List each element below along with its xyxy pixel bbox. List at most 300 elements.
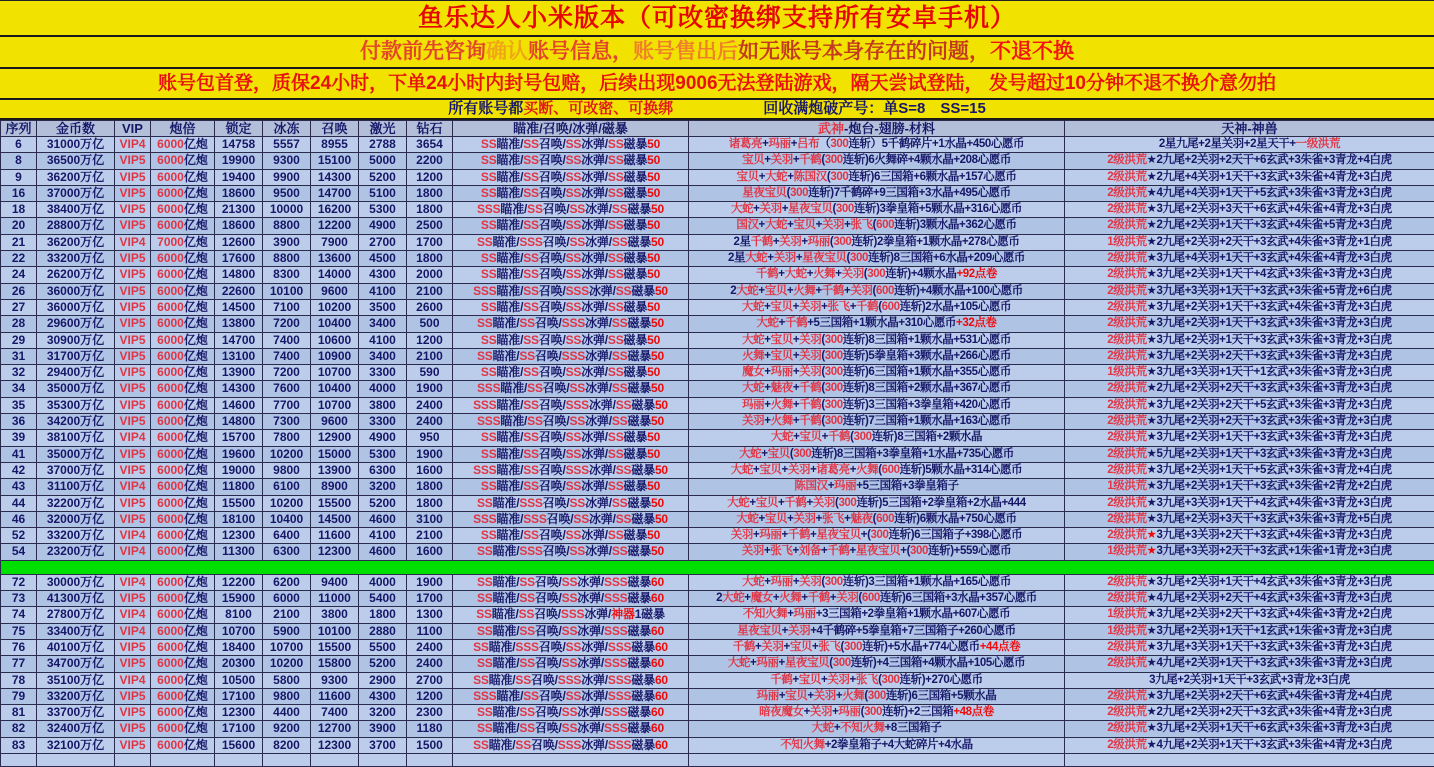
cell-cannon: 6000亿炮 — [151, 218, 215, 234]
cell-empty — [115, 753, 151, 766]
cell-ice: 8200 — [263, 737, 311, 753]
cell-diamond: 1600 — [407, 544, 453, 560]
cell-wu: 星夜宝贝(300连斩)7千鹤碎+9三国箱+3水晶+495心愿币 — [689, 185, 1065, 201]
cell-lock: 18600 — [215, 185, 263, 201]
cell-cannon: 6000亿炮 — [151, 202, 215, 218]
cell-seq: 21 — [1, 234, 37, 250]
cell-summon: 15500 — [311, 495, 359, 511]
cell-gold: 35000万亿 — [37, 446, 115, 462]
cell-seq: 52 — [1, 528, 37, 544]
cell-seq: 35 — [1, 397, 37, 413]
banner-payment-warning — [0, 37, 1434, 69]
cell-cannon: 6000亿炮 — [151, 511, 215, 527]
cell-wu: 宝贝+大蛇+陈国汉(300连斩)6三国箱+6颗水晶+157心愿币 — [689, 169, 1065, 185]
cell-tian: 2级洪荒★3九尾+2关羽+1天干+3玄武+3朱雀+3青龙+3白虎 — [1065, 430, 1434, 446]
column-header-laser: 激光 — [359, 121, 407, 137]
cell-diamond: 1800 — [407, 185, 453, 201]
cell-cannon: 6000亿炮 — [151, 267, 215, 283]
cell-summon: 12300 — [311, 544, 359, 560]
cell-wu: 大蛇+宝贝+关羽+张飞+千鹤(600连斩)2水晶+105心愿币 — [689, 299, 1065, 315]
cell-lock: 17100 — [215, 688, 263, 704]
cell-lock: 11800 — [215, 479, 263, 495]
cell-empty — [689, 753, 1065, 766]
cell-seq: 28 — [1, 316, 37, 332]
cell-ice: 6100 — [263, 479, 311, 495]
cell-vip: VIP5 — [115, 511, 151, 527]
cell-laser: 2700 — [359, 234, 407, 250]
cell-ice: 5800 — [263, 672, 311, 688]
cell-diamond: 590 — [407, 365, 453, 381]
table-row — [1, 737, 1434, 753]
table-row — [1, 721, 1434, 737]
cell-gold: 36200万亿 — [37, 169, 115, 185]
cell-tian: 1级洪荒★3九尾+2关羽+1天干+1玄武+1朱雀+3青龙+3白虎 — [1065, 623, 1434, 639]
cell-wu: 大蛇+玛丽+星夜宝贝(300连斩)+4三国箱+4颗水晶+105心愿币 — [689, 656, 1065, 672]
cell-skills: SSS瞄准/SS召唤/SS冰弹/SS磁暴50 — [453, 202, 689, 218]
cell-summon: 10900 — [311, 348, 359, 364]
cell-gold: 29400万亿 — [37, 365, 115, 381]
cell-laser: 5000 — [359, 153, 407, 169]
cell-diamond: 2100 — [407, 528, 453, 544]
cell-tian: 2级洪荒★3九尾+2关羽+1天干+6玄武+3朱雀+3青龙+3白虎 — [1065, 721, 1434, 737]
cell-diamond: 1600 — [407, 462, 453, 478]
cell-gold: 40100万亿 — [37, 639, 115, 655]
table-row — [1, 607, 1434, 623]
cell-laser: 5500 — [359, 639, 407, 655]
column-header-diamond: 钻石 — [407, 121, 453, 137]
cell-tian: 2级洪荒★3九尾+3关羽+1天干+4玄武+4朱雀+3青龙+3白虎 — [1065, 495, 1434, 511]
banner-title: 鱼乐达人小米版本（可改密换绑支持所有安卓手机） — [0, 1, 1434, 37]
cell-lock: 12300 — [215, 528, 263, 544]
cell-laser: 4100 — [359, 283, 407, 299]
cell-ice: 10200 — [263, 495, 311, 511]
cell-wu: 千鹤+宝贝+关羽+张飞(300连斩)+270心愿币 — [689, 672, 1065, 688]
cell-wu: 宝贝+关羽+千鹤(300连斩)6火舞碎+4颗水晶+208心愿币 — [689, 153, 1065, 169]
cell-ice: 3900 — [263, 234, 311, 250]
cell-summon: 3800 — [311, 607, 359, 623]
cell-gold: 32000万亿 — [37, 511, 115, 527]
cell-tian: 2级洪荒★3九尾+2关羽+1天干+3玄武+3朱雀+3青龙+3白虎 — [1065, 332, 1434, 348]
cell-cannon: 6000亿炮 — [151, 169, 215, 185]
cell-lock: 19000 — [215, 462, 263, 478]
cell-lock: 18100 — [215, 511, 263, 527]
promo-banner — [0, 0, 1434, 120]
cell-ice: 6300 — [263, 544, 311, 560]
cell-vip: VIP4 — [115, 430, 151, 446]
cell-lock: 19400 — [215, 169, 263, 185]
cell-ice: 7300 — [263, 414, 311, 430]
cell-wu: 玛丽+宝贝+关羽+火舞(300连斩)6三国箱+5颗水晶 — [689, 688, 1065, 704]
cell-vip: VIP5 — [115, 332, 151, 348]
cell-lock: 17100 — [215, 721, 263, 737]
cell-ice: 7100 — [263, 299, 311, 315]
table-row — [1, 137, 1434, 153]
cell-cannon: 6000亿炮 — [151, 656, 215, 672]
table-row — [1, 705, 1434, 721]
banner-segment: 不退不换 — [990, 40, 1074, 63]
cell-vip: VIP5 — [115, 721, 151, 737]
banner-segment: 所有账号都 — [448, 100, 523, 117]
cell-lock: 12600 — [215, 234, 263, 250]
cell-lock: 13800 — [215, 316, 263, 332]
banner-segment: 付款前 — [360, 40, 423, 63]
table-row — [1, 234, 1434, 250]
cell-summon: 12200 — [311, 218, 359, 234]
cell-ice: 10200 — [263, 446, 311, 462]
cell-gold: 37000万亿 — [37, 185, 115, 201]
cell-cannon: 6000亿炮 — [151, 607, 215, 623]
cell-laser: 5300 — [359, 202, 407, 218]
cell-summon: 15100 — [311, 153, 359, 169]
cell-gold: 33700万亿 — [37, 705, 115, 721]
cell-wu: 关羽+火舞+千鹤(300连斩)7三国箱+1颗水晶+163心愿币 — [689, 414, 1065, 430]
cell-tian: 2级洪荒★2九尾+2关羽+2天干+3玄武+3朱雀+4青龙+3白虎 — [1065, 705, 1434, 721]
cell-cannon: 6000亿炮 — [151, 721, 215, 737]
cell-vip: VIP5 — [115, 705, 151, 721]
column-header-summon: 召唤 — [311, 121, 359, 137]
column-header-lock: 锁定 — [215, 121, 263, 137]
cell-skills: SSS瞄准/SS召唤/SSS冰弹/SS磁暴50 — [453, 462, 689, 478]
cell-laser: 4900 — [359, 218, 407, 234]
cell-laser: 3700 — [359, 737, 407, 753]
cell-ice: 7200 — [263, 316, 311, 332]
cell-gold: 34700万亿 — [37, 656, 115, 672]
cell-diamond: 2400 — [407, 656, 453, 672]
cell-wu: 玛丽+火舞+千鹤(300连斩)3三国箱+3拳皇箱+420心愿币 — [689, 397, 1065, 413]
cell-cannon: 6000亿炮 — [151, 185, 215, 201]
cell-summon: 11600 — [311, 528, 359, 544]
cell-diamond: 3654 — [407, 137, 453, 153]
cell-tian: 3九尾+2关羽+1天干+3玄武+3青龙+3白虎 — [1065, 672, 1434, 688]
table-row — [1, 656, 1434, 672]
cell-tian: 2级洪荒★2九尾+2关羽+1天干+3玄武+4朱雀+5青龙+3白虎 — [1065, 218, 1434, 234]
cell-seq: 8 — [1, 153, 37, 169]
cell-summon: 9600 — [311, 414, 359, 430]
cell-summon: 11000 — [311, 591, 359, 607]
banner-segment: 买断、可改密、可换绑 — [523, 100, 673, 117]
table-row — [1, 185, 1434, 201]
cell-diamond: 2100 — [407, 283, 453, 299]
column-header-gold: 金币数 — [37, 121, 115, 137]
cell-lock: 15600 — [215, 737, 263, 753]
cell-tian: 2级洪荒★3九尾+2关羽+1天干+5玄武+3朱雀+3青龙+4白虎 — [1065, 462, 1434, 478]
cell-vip: VIP5 — [115, 316, 151, 332]
cell-ice: 4400 — [263, 705, 311, 721]
cell-ice: 5900 — [263, 623, 311, 639]
cell-tian: 2级洪荒★3九尾+2关羽+2天干+5玄武+3朱雀+3青龙+3白虎 — [1065, 397, 1434, 413]
cell-seq: 43 — [1, 479, 37, 495]
cell-vip: VIP5 — [115, 299, 151, 315]
cell-tian: 2级洪荒★3九尾+3关羽+2天干+3玄武+4朱雀+3青龙+3白虎 — [1065, 528, 1434, 544]
cell-summon: 7900 — [311, 234, 359, 250]
cell-gold: 36000万亿 — [37, 299, 115, 315]
cell-ice: 6200 — [263, 574, 311, 590]
cell-empty — [37, 753, 115, 766]
cell-gold: 31100万亿 — [37, 479, 115, 495]
cell-seq: 42 — [1, 462, 37, 478]
cell-diamond: 1800 — [407, 479, 453, 495]
cell-laser: 4300 — [359, 688, 407, 704]
column-header-vip: VIP — [115, 121, 151, 137]
cell-gold: 32200万亿 — [37, 495, 115, 511]
cell-diamond: 2300 — [407, 705, 453, 721]
cell-tian: 2级洪荒★3九尾+3关羽+1天干+3玄武+3朱雀+5青龙+6白虎 — [1065, 283, 1434, 299]
cell-summon: 15800 — [311, 656, 359, 672]
cell-laser: 3800 — [359, 397, 407, 413]
cell-cannon: 6000亿炮 — [151, 705, 215, 721]
cell-laser: 5100 — [359, 185, 407, 201]
cell-cannon: 6000亿炮 — [151, 623, 215, 639]
cell-vip: VIP5 — [115, 251, 151, 267]
cell-gold: 30900万亿 — [37, 332, 115, 348]
cell-tian: 2级洪荒★3九尾+2关羽+3天干+3玄武+3朱雀+3青龙+5白虎 — [1065, 511, 1434, 527]
cell-laser: 1800 — [359, 607, 407, 623]
cell-vip: VIP5 — [115, 462, 151, 478]
cell-gold: 23200万亿 — [37, 544, 115, 560]
cell-gold: 36500万亿 — [37, 153, 115, 169]
cell-laser: 3200 — [359, 705, 407, 721]
cell-wu: 大蛇+宝贝+千鹤+关羽(300连斩)5三国箱+2拳皇箱+2水晶+444 — [689, 495, 1065, 511]
cell-vip: VIP5 — [115, 185, 151, 201]
cell-gold: 41300万亿 — [37, 591, 115, 607]
table-row — [1, 688, 1434, 704]
cell-cannon: 6000亿炮 — [151, 479, 215, 495]
cell-lock: 18400 — [215, 639, 263, 655]
cell-gold: 29600万亿 — [37, 316, 115, 332]
cell-cannon: 6000亿炮 — [151, 639, 215, 655]
cell-seq: 27 — [1, 299, 37, 315]
table-row — [1, 267, 1434, 283]
cell-gold: 36200万亿 — [37, 234, 115, 250]
cell-ice: 10200 — [263, 656, 311, 672]
cell-vip: VIP5 — [115, 397, 151, 413]
cell-seq: 18 — [1, 202, 37, 218]
cell-diamond: 2200 — [407, 153, 453, 169]
cell-diamond: 2500 — [407, 218, 453, 234]
cell-cannon: 6000亿炮 — [151, 574, 215, 590]
cell-laser: 3200 — [359, 479, 407, 495]
cell-vip: VIP5 — [115, 414, 151, 430]
cell-lock: 14800 — [215, 267, 263, 283]
cell-skills: SS瞄准/SSS召唤/SS冰弹/SS磁暴50 — [453, 234, 689, 250]
cell-lock: 15700 — [215, 430, 263, 446]
cell-skills: SS瞄准/SS召唤/SS冰弹/SS磁暴50 — [453, 218, 689, 234]
cell-tian: 2级洪荒★2九尾+2关羽+2天干+3玄武+3朱雀+3青龙+3白虎 — [1065, 381, 1434, 397]
cell-ice: 9900 — [263, 169, 311, 185]
cell-skills: SS瞄准/SS召唤/SS冰弹/SS磁暴50 — [453, 137, 689, 153]
cell-ice: 10100 — [263, 283, 311, 299]
cell-laser: 2880 — [359, 623, 407, 639]
cell-laser: 3400 — [359, 348, 407, 364]
cell-summon: 13600 — [311, 251, 359, 267]
cell-wu: 火舞+宝贝+关羽(300连斩)5拳皇箱+3颗水晶+266心愿币 — [689, 348, 1065, 364]
cell-diamond: 2600 — [407, 299, 453, 315]
cell-gold: 26200万亿 — [37, 267, 115, 283]
table-row — [1, 430, 1434, 446]
cell-gold: 27800万亿 — [37, 607, 115, 623]
cell-laser: 6300 — [359, 462, 407, 478]
cell-cannon: 6000亿炮 — [151, 348, 215, 364]
banner-segment: 账号信息， — [528, 40, 633, 63]
cell-seq: 29 — [1, 332, 37, 348]
column-header-wu: 武神-炮台-翅膀-材料 — [689, 121, 1065, 137]
cell-skills: SSS瞄准/SS召唤/SSS冰弹/SS磁暴50 — [453, 283, 689, 299]
cell-vip: VIP4 — [115, 528, 151, 544]
cell-lock: 10700 — [215, 623, 263, 639]
cell-ice: 2100 — [263, 607, 311, 623]
cell-ice: 10000 — [263, 202, 311, 218]
cell-seq: 78 — [1, 672, 37, 688]
cell-cannon: 6000亿炮 — [151, 332, 215, 348]
cell-ice: 7600 — [263, 381, 311, 397]
cell-laser: 2900 — [359, 672, 407, 688]
cell-wu: 2大蛇+魔女+火舞+千鹤+关羽(600连斩)6三国箱+3水晶+357心愿币 — [689, 591, 1065, 607]
cell-tian: 1级洪荒★3九尾+2关羽+1天干+3玄武+3朱雀+2青龙+2白虎 — [1065, 479, 1434, 495]
cell-wu: 星夜宝贝+关羽+4千鹤碎+5拳皇箱+7三国箱子+260心愿币 — [689, 623, 1065, 639]
cell-cannon: 6000亿炮 — [151, 381, 215, 397]
cell-tian: 2级洪荒★3九尾+2关羽+3天干+6玄武+4朱雀+4青龙+3白虎 — [1065, 202, 1434, 218]
cell-diamond: 1700 — [407, 591, 453, 607]
cell-vip: VIP4 — [115, 234, 151, 250]
cell-gold: 37000万亿 — [37, 462, 115, 478]
cell-seq: 79 — [1, 688, 37, 704]
cell-gold: 32400万亿 — [37, 721, 115, 737]
cell-diamond: 1700 — [407, 234, 453, 250]
cell-vip: VIP4 — [115, 479, 151, 495]
cell-laser: 3900 — [359, 721, 407, 737]
banner-segment: 确认 — [486, 40, 528, 63]
cell-laser: 4900 — [359, 430, 407, 446]
cell-empty — [215, 753, 263, 766]
cell-gold: 31700万亿 — [37, 348, 115, 364]
column-header-ice: 冰冻 — [263, 121, 311, 137]
table-row — [1, 511, 1434, 527]
cell-tian: 2级洪荒★3九尾+2关羽+2天干+3玄武+3朱雀+3青龙+3白虎 — [1065, 348, 1434, 364]
cell-ice: 6400 — [263, 528, 311, 544]
cell-laser: 4000 — [359, 381, 407, 397]
cell-diamond: 1900 — [407, 381, 453, 397]
cell-diamond: 1800 — [407, 251, 453, 267]
cell-laser: 5400 — [359, 591, 407, 607]
cell-skills: SSS瞄准/SSS召唤/SS冰弹/SS磁暴50 — [453, 511, 689, 527]
banner-segment: 账号售出后 — [633, 40, 738, 63]
cell-seq: 31 — [1, 348, 37, 364]
cell-diamond: 1900 — [407, 574, 453, 590]
cell-laser: 4000 — [359, 574, 407, 590]
cell-vip: VIP5 — [115, 283, 151, 299]
cell-gold: 35100万亿 — [37, 672, 115, 688]
cell-summon: 10400 — [311, 381, 359, 397]
cell-seq: 6 — [1, 137, 37, 153]
cell-vip: VIP5 — [115, 267, 151, 283]
cell-ice: 7700 — [263, 397, 311, 413]
cell-seq: 22 — [1, 251, 37, 267]
cell-empty — [359, 753, 407, 766]
cell-laser: 3300 — [359, 414, 407, 430]
cell-cannon: 6000亿炮 — [151, 365, 215, 381]
cell-lock: 18600 — [215, 218, 263, 234]
cell-wu: 魔女+玛丽+关羽(300连斩)6三国箱+1颗水晶+355心愿币 — [689, 365, 1065, 381]
table-row — [1, 623, 1434, 639]
cell-tian: 1级洪荒★3九尾+3关羽+1天干+1玄武+3朱雀+3青龙+3白虎 — [1065, 365, 1434, 381]
table-row — [1, 381, 1434, 397]
cell-lock: 8100 — [215, 607, 263, 623]
cell-cannon: 6000亿炮 — [151, 462, 215, 478]
cell-cannon: 6000亿炮 — [151, 495, 215, 511]
cell-cannon: 6000亿炮 — [151, 397, 215, 413]
cell-tian: 2星九尾+2星关羽+2星天干+一级洪荒 — [1065, 137, 1434, 153]
cell-summon: 8900 — [311, 479, 359, 495]
cell-tian: 2级洪荒★3九尾+2关羽+1天干+4玄武+3朱雀+3青龙+3白虎 — [1065, 574, 1434, 590]
cell-summon: 7400 — [311, 705, 359, 721]
cell-wu: 大蛇+魅夜+千鹤(300连斩)8三国箱+2颗水晶+367心愿币 — [689, 381, 1065, 397]
cell-cannon: 6000亿炮 — [151, 688, 215, 704]
cell-diamond: 950 — [407, 430, 453, 446]
cell-skills: SS瞄准/SS召唤/SS冰弹/SS磁暴50 — [453, 446, 689, 462]
cell-summon: 10600 — [311, 332, 359, 348]
cell-tian: 1级洪荒★3九尾+2关羽+2天干+3玄武+4朱雀+3青龙+2白虎 — [1065, 607, 1434, 623]
cell-tian: 2级洪荒★3九尾+3关羽+1天干+3玄武+3朱雀+3青龙+3白虎 — [1065, 639, 1434, 655]
cell-vip: VIP5 — [115, 218, 151, 234]
table-row — [1, 299, 1434, 315]
cell-gold: 38400万亿 — [37, 202, 115, 218]
cell-skills: SS瞄准/SS召唤/SS冰弹/SSS磁暴60 — [453, 656, 689, 672]
cell-skills: SS瞄准/SSS召唤/SS冰弹/SS磁暴50 — [453, 544, 689, 560]
cell-gold: 34200万亿 — [37, 414, 115, 430]
cell-laser: 5200 — [359, 169, 407, 185]
cell-diamond: 2400 — [407, 639, 453, 655]
cell-empty — [1065, 753, 1434, 766]
cell-cannon: 6000亿炮 — [151, 737, 215, 753]
table-row — [1, 202, 1434, 218]
cell-ice: 7800 — [263, 430, 311, 446]
cell-lock: 14500 — [215, 299, 263, 315]
cell-vip: VIP4 — [115, 623, 151, 639]
cell-wu: 不知火舞+2拳皇箱子+4大蛇碎片+4水晶 — [689, 737, 1065, 753]
cell-diamond: 3100 — [407, 511, 453, 527]
cell-gold: 35000万亿 — [37, 381, 115, 397]
cell-skills: SS瞄准/SS召唤/SS冰弹/SSS磁暴60 — [453, 721, 689, 737]
cell-lock: 14800 — [215, 414, 263, 430]
cell-skills: SS瞄准/SS召唤/SSS冰弹/SS磁暴50 — [453, 316, 689, 332]
cell-laser: 4100 — [359, 528, 407, 544]
cell-seq: 74 — [1, 607, 37, 623]
cell-gold: 36000万亿 — [37, 283, 115, 299]
table-row — [1, 591, 1434, 607]
cell-summon: 15500 — [311, 639, 359, 655]
cell-wu: 不知火舞+玛丽+3三国箱+2拳皇箱+1颗水晶+607心愿币 — [689, 607, 1065, 623]
cell-diamond: 1200 — [407, 688, 453, 704]
cell-wu: 大蛇+宝贝+关羽+张飞+魅夜(600连斩)6颗水晶+750心愿币 — [689, 511, 1065, 527]
cell-skills: SS瞄准/SS召唤/SSS冰弹/SSS磁暴60 — [453, 672, 689, 688]
cell-tian: 2级洪荒★2九尾+4关羽+1天干+3玄武+3朱雀+4青龙+3白虎 — [1065, 169, 1434, 185]
cell-seq: 73 — [1, 591, 37, 607]
cell-ice: 7400 — [263, 332, 311, 348]
cell-skills: SS瞄准/SS召唤/SS冰弹/SSS磁暴60 — [453, 623, 689, 639]
cell-diamond: 2700 — [407, 672, 453, 688]
cell-laser: 4600 — [359, 544, 407, 560]
cell-tian: 2级洪荒★4九尾+2关羽+1天干+3玄武+3朱雀+3青龙+3白虎 — [1065, 656, 1434, 672]
cell-summon: 9600 — [311, 283, 359, 299]
cell-ice: 7200 — [263, 365, 311, 381]
cell-seq: 44 — [1, 495, 37, 511]
cell-cannon: 6000亿炮 — [151, 672, 215, 688]
cell-empty — [263, 753, 311, 766]
table-row — [1, 414, 1434, 430]
cell-seq: 16 — [1, 185, 37, 201]
cell-vip: VIP5 — [115, 169, 151, 185]
table-header — [1, 121, 1434, 137]
